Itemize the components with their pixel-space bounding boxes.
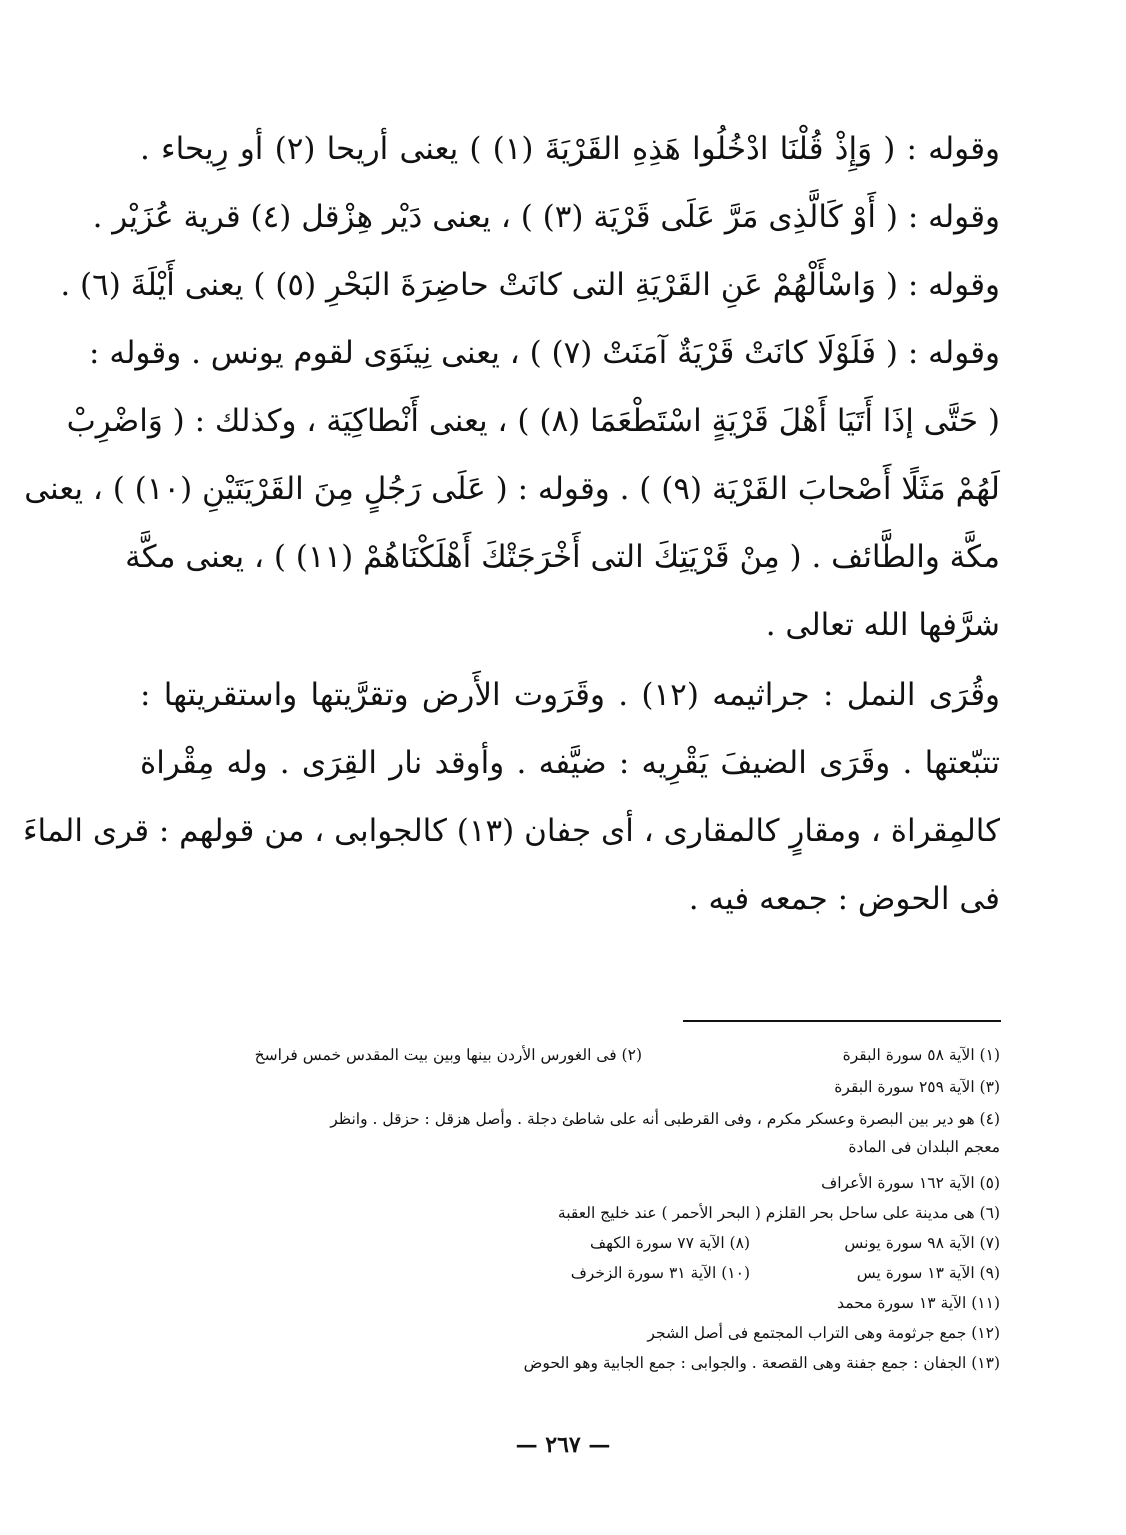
footnote-3: (٣) الآية ٢٥٩ سورة البقرة	[834, 1078, 1000, 1096]
footnote-4-continued: معجم البلدان فى المادة	[848, 1138, 1000, 1156]
footnote-12: (١٢) جمع جرثومة وهى التراب المجتمع فى أصل الشجر	[647, 1324, 1000, 1342]
text-line: فى الحوض : جمعه فيه .	[688, 881, 1000, 917]
text-line: تتبّعتها . وقَرَى الضيفَ يَقْرِيه : ضيَّفه . وأوقد نار القِرَى . وله مِقْراة	[140, 745, 1000, 781]
footnote-13: (١٣) الجفان : جمع جفنة وهى القصعة . والجوابى : جمع الجابية وهو الحوض	[523, 1354, 1000, 1372]
footnote-10: (١٠) الآية ٣١ سورة الزخرف	[570, 1264, 750, 1282]
footnote-8: (٨) الآية ٧٧ سورة الكهف	[590, 1234, 750, 1252]
footnote-4: (٤) هو دير بين البصرة وعسكر مكرم ، وفى القرطبى أنه على شاطئ دجلة . وأصل هزقل : حزقل . وانظر	[330, 1110, 1000, 1128]
footnote-divider	[683, 1020, 1001, 1022]
footnote-7: (٧) الآية ٩٨ سورة يونس	[844, 1234, 1000, 1252]
footnote-1: (١) الآية ٥٨ سورة البقرة	[842, 1046, 1000, 1064]
footnote-5: (٥) الآية ١٦٢ سورة الأعراف	[821, 1174, 1000, 1192]
text-line: ( حَتَّى إذَا أَتَيَا أَهْلَ قَرْيَةٍ اسْتَطْعَمَا (٨) ) ، يعنى أَنْطاكِيَة ، وكذلك : ( وَاضْرِبْ	[66, 403, 1000, 439]
text-line: مكَّة والطَّائف . ( مِنْ قَرْيَتِكَ التى أَخْرَجَتْكَ أَهْلَكْنَاهُمْ (١١) ) ، يعنى مكَّة	[125, 539, 1000, 575]
text-line: كالمِقراة ، ومقارٍ كالمقارى ، أى جفان (١٣) كالجوابى ، من قولهم : قرى الماءَ	[22, 813, 1000, 849]
footnote-11: (١١) الآية ١٣ سورة محمد	[837, 1294, 1000, 1312]
page-number: — ٢٦٧ —	[515, 1432, 611, 1458]
text-line: وقوله : ( أَوْ كَالَّذِى مَرَّ عَلَى قَرْيَة (٣) ) ، يعنى دَيْر هِزْقل (٤) قرية عُزَيْر .	[92, 199, 1000, 235]
text-line: وقوله : ( فَلَوْلَا كانَتْ قَرْيَةٌ آمَنَتْ (٧) ) ، يعنى نِينَوَى لقوم يونس . وقوله :	[89, 335, 1000, 371]
text-line: وقُرَى النمل : جراثيمه (١٢) . وقَرَوت الأَرض وتقرَّيتها واستقريتها :	[140, 677, 1000, 713]
text-line: وقوله : ( وَإِذْ قُلْنَا ادْخُلُوا هَذِهِ القَرْيَةَ (١) ) يعنى أريحا (٢) أو رِيحاء .	[140, 131, 1000, 167]
text-line: وقوله : ( وَاسْأَلْهُمْ عَنِ القَرْيَةِ التى كانَتْ حاضِرَةَ البَحْرِ (٥) ) يعنى أَيْلَةَ (٦) .	[60, 267, 1000, 303]
footnote-2: (٢) فى الغورس الأردن بينها وبين بيت المقدس خمس فراسخ	[254, 1046, 642, 1064]
footnote-6: (٦) هى مدينة على ساحل بحر القلزم ( البحر الأحمر ) عند خليج العقبة	[557, 1204, 1000, 1222]
footnote-9: (٩) الآية ١٣ سورة يس	[856, 1264, 1000, 1282]
text-line: شرَّفها الله تعالى .	[765, 607, 1000, 643]
text-line: لَهُمْ مَثَلًا أَصْحابَ القَرْيَة (٩) ) . وقوله : ( عَلَى رَجُلٍ مِنَ القَرْيَتَيْنِ (١٠) ) ، يعنى	[24, 471, 1000, 507]
